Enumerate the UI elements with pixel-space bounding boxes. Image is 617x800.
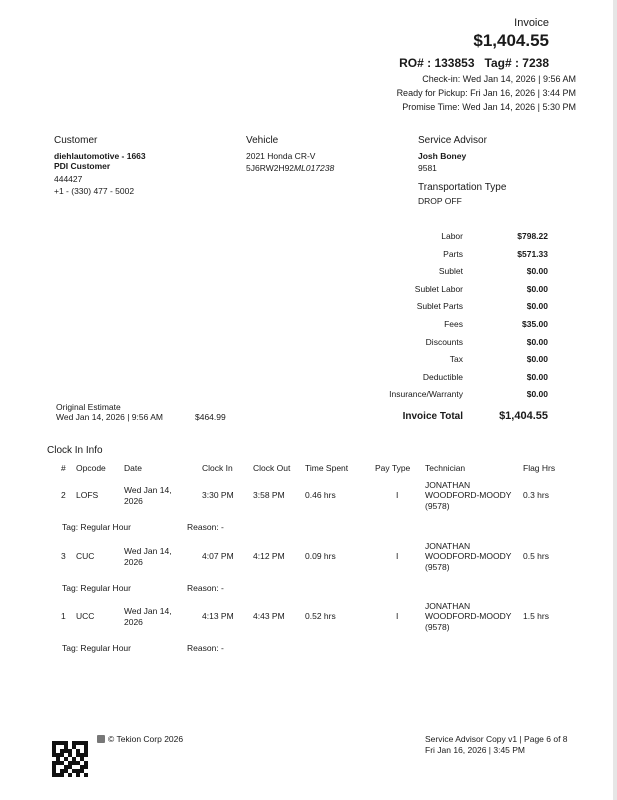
vehicle-heading: Vehicle xyxy=(246,135,279,146)
row-tag: Tag: Regular Hour xyxy=(62,643,131,653)
footer-copy-info: Service Advisor Copy v1 | Page 6 of 8 xyxy=(425,734,568,744)
doc-type: Invoice xyxy=(514,17,549,29)
row-technician-line2: WOODFORD-MOODY xyxy=(425,611,512,621)
clock-heading: Clock In Info xyxy=(47,445,103,456)
invoice-total-label: Invoice Total xyxy=(402,411,463,422)
row-clock-in: 4:07 PM xyxy=(202,551,234,561)
row-date-line2: 2026 xyxy=(124,496,143,506)
row-number: 3 xyxy=(61,551,66,561)
transport-value: DROP OFF xyxy=(418,196,462,206)
row-clock-out: 4:12 PM xyxy=(253,551,285,561)
row-flag-hrs: 1.5 hrs xyxy=(523,611,549,621)
row-technician-line3: (9578) xyxy=(425,562,450,572)
advisor-name: Josh Boney xyxy=(418,151,467,161)
checkin-time: Check-in: Wed Jan 14, 2026 | 9:56 AM xyxy=(422,74,576,84)
vin-prefix: 5J6RW2H92 xyxy=(246,163,295,173)
row-reason: Reason: - xyxy=(187,643,224,653)
summary-label: Sublet Parts xyxy=(416,301,463,312)
row-technician-line1: JONATHAN xyxy=(425,601,471,611)
column-header: Flag Hrs xyxy=(523,463,556,473)
row-pay-type: I xyxy=(396,490,399,500)
summary-label: Sublet xyxy=(438,266,463,277)
row-opcode: UCC xyxy=(76,611,95,621)
footer-printed: Fri Jan 16, 2026 | 3:45 PM xyxy=(425,745,526,755)
row-time-spent: 0.46 hrs xyxy=(305,490,336,500)
summary-label: Sublet Labor xyxy=(414,283,463,294)
summary-value: $0.00 xyxy=(526,371,548,382)
transport-heading: Transportation Type xyxy=(418,182,507,193)
summary-value: $0.00 xyxy=(526,389,548,400)
column-header: Clock Out xyxy=(253,463,291,473)
customer-type: PDI Customer xyxy=(54,161,111,171)
row-technician-line1: JONATHAN xyxy=(425,480,471,490)
row-opcode: CUC xyxy=(76,551,95,561)
ro-number: RO# : 133853 xyxy=(399,56,475,70)
row-pay-type: I xyxy=(396,611,399,621)
row-number: 1 xyxy=(61,611,66,621)
customer-id: 444427 xyxy=(54,174,83,184)
column-header: Date xyxy=(124,463,142,473)
summary-value: $0.00 xyxy=(526,336,548,347)
column-header: Time Spent xyxy=(305,463,349,473)
vehicle-vin xyxy=(246,163,334,173)
estimate-heading: Original Estimate xyxy=(56,402,121,412)
row-date-line1: Wed Jan 14, xyxy=(124,546,172,556)
summary-value: $0.00 xyxy=(526,301,548,312)
row-tag: Tag: Regular Hour xyxy=(62,522,131,532)
row-reason: Reason: - xyxy=(187,522,224,532)
row-flag-hrs: 0.5 hrs xyxy=(523,551,549,561)
row-date-line1: Wed Jan 14, xyxy=(124,485,172,495)
advisor-heading: Service Advisor xyxy=(418,135,487,146)
ready-time: Ready for Pickup: Fri Jan 16, 2026 | 3:44 PM xyxy=(396,88,576,98)
column-header: Pay Type xyxy=(375,463,411,473)
footer-copyright: © Tekion Corp 2026 xyxy=(108,734,184,744)
promise-time: Promise Time: Wed Jan 14, 2026 | 5:30 PM xyxy=(402,102,576,112)
row-clock-in: 4:13 PM xyxy=(202,611,234,621)
estimate-amount: $464.99 xyxy=(195,412,226,422)
customer-heading: Customer xyxy=(54,135,98,146)
column-header: # xyxy=(61,463,66,473)
vehicle-model: 2021 Honda CR-V xyxy=(246,151,316,161)
estimate-date: Wed Jan 14, 2026 | 9:56 AM xyxy=(56,412,163,422)
summary-label: Fees xyxy=(444,319,463,329)
row-technician-line2: WOODFORD-MOODY xyxy=(425,551,512,561)
row-number: 2 xyxy=(61,490,66,500)
ro-tag-line xyxy=(399,56,549,70)
row-flag-hrs: 0.3 hrs xyxy=(523,490,549,500)
summary-value: $0.00 xyxy=(526,283,548,294)
row-technician-line3: (9578) xyxy=(425,501,450,511)
column-header: Technician xyxy=(425,463,466,473)
row-date-line1: Wed Jan 14, xyxy=(124,606,172,616)
summary-label: Insurance/Warranty xyxy=(389,389,463,400)
summary-value: $0.00 xyxy=(526,266,548,277)
row-opcode: LOFS xyxy=(76,490,99,500)
summary-label: Discounts xyxy=(425,336,463,347)
customer-name: diehlautomotive - 1663 xyxy=(54,151,146,161)
vin-suffix: ML017238 xyxy=(294,163,335,173)
summary-value: $571.33 xyxy=(517,248,548,259)
summary-label: Parts xyxy=(443,248,463,259)
row-clock-out: 3:58 PM xyxy=(253,490,285,500)
header-total: $1,404.55 xyxy=(473,31,549,50)
row-time-spent: 0.52 hrs xyxy=(305,611,336,621)
tekion-logo-icon xyxy=(97,735,105,743)
page-edge xyxy=(613,0,617,800)
customer-phone: +1 - (330) 477 - 5002 xyxy=(54,186,135,196)
qr-code xyxy=(52,741,88,777)
row-clock-in: 3:30 PM xyxy=(202,490,234,500)
column-header: Clock In xyxy=(202,463,233,473)
summary-label: Tax xyxy=(449,354,463,365)
row-pay-type: I xyxy=(396,551,399,561)
tag-number: Tag# : 7238 xyxy=(484,56,549,70)
row-technician-line2: WOODFORD-MOODY xyxy=(425,490,512,500)
invoice-total-value: $1,404.55 xyxy=(499,410,548,422)
summary-value: $798.22 xyxy=(517,231,548,241)
summary-value: $35.00 xyxy=(522,319,548,329)
row-time-spent: 0.09 hrs xyxy=(305,551,336,561)
summary-label: Deductible xyxy=(422,371,463,382)
row-date-line2: 2026 xyxy=(124,617,143,627)
row-tag: Tag: Regular Hour xyxy=(62,583,131,593)
advisor-id: 9581 xyxy=(418,163,437,173)
column-header: Opcode xyxy=(76,463,106,473)
row-technician-line3: (9578) xyxy=(425,622,450,632)
row-reason: Reason: - xyxy=(187,583,224,593)
summary-label: Labor xyxy=(441,231,463,241)
row-clock-out: 4:43 PM xyxy=(253,611,285,621)
row-technician-line1: JONATHAN xyxy=(425,541,471,551)
summary-value: $0.00 xyxy=(526,354,548,365)
row-date-line2: 2026 xyxy=(124,557,143,567)
